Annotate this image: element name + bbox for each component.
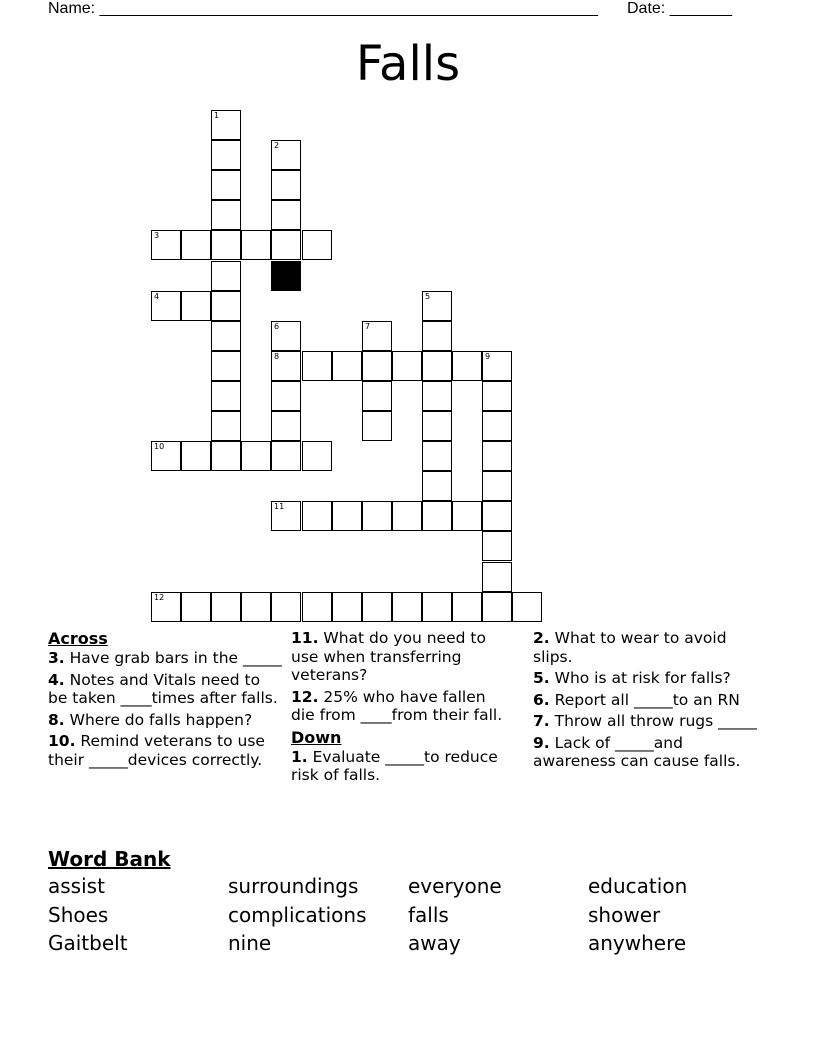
grid-cell[interactable] <box>482 381 512 411</box>
grid-cell[interactable] <box>482 562 512 592</box>
grid-cell[interactable] <box>392 351 422 381</box>
grid-cell[interactable] <box>362 411 392 441</box>
grid-cell[interactable] <box>302 441 332 471</box>
clue-across-11: 11. What do you need to use when transferring veterans? <box>291 629 486 684</box>
clues-column-2 <box>291 629 513 788</box>
grid-cell[interactable] <box>211 411 241 441</box>
grid-cell[interactable] <box>211 110 241 140</box>
cell-number: 11 <box>274 502 285 511</box>
clue-down-5: 5. Who is at risk for falls? <box>533 669 731 687</box>
clue-down-7: 7. Throw all throw rugs _____ <box>533 712 757 730</box>
word-bank-item: education <box>588 874 688 898</box>
grid-cell[interactable] <box>211 140 241 170</box>
grid-cell[interactable] <box>271 200 301 230</box>
puzzle-title: Falls <box>355 36 461 92</box>
grid-cell[interactable] <box>362 321 392 351</box>
cell-number: 6 <box>274 322 280 331</box>
grid-cell[interactable] <box>452 351 482 381</box>
cell-number: 10 <box>154 442 165 451</box>
name-field-label: Name: ________________________________________________________ <box>48 0 598 17</box>
grid-cell[interactable] <box>482 441 512 471</box>
word-bank-item: nine <box>228 931 272 955</box>
grid-cell[interactable] <box>271 321 301 351</box>
grid-cell[interactable] <box>392 501 422 531</box>
grid-cell[interactable] <box>422 291 452 321</box>
grid-cell[interactable] <box>211 592 241 622</box>
clue-down-9: 9. Lack of _____and awareness can cause falls. <box>533 733 741 770</box>
down-heading: Down <box>291 727 342 747</box>
grid-cell[interactable] <box>332 501 362 531</box>
clues-column-1 <box>48 629 283 772</box>
grid-cell[interactable] <box>211 321 241 351</box>
grid-cell[interactable] <box>271 170 301 200</box>
grid-cell[interactable] <box>241 592 271 622</box>
grid-cell[interactable] <box>151 592 181 622</box>
grid-cell[interactable] <box>181 592 211 622</box>
grid-cell[interactable] <box>302 592 332 622</box>
grid-cell[interactable] <box>302 351 332 381</box>
word-bank-item: away <box>408 931 461 955</box>
cell-number: 12 <box>154 593 165 602</box>
word-bank-item: assist <box>48 874 105 898</box>
cell-number: 5 <box>425 292 431 301</box>
cell-number: 4 <box>154 292 160 301</box>
grid-cell[interactable] <box>302 230 332 260</box>
grid-cell[interactable] <box>211 381 241 411</box>
grid-cell[interactable] <box>211 351 241 381</box>
grid-cell[interactable] <box>302 501 332 531</box>
word-bank-item: surroundings <box>228 874 359 898</box>
grid-cell[interactable] <box>211 261 241 291</box>
grid-cell[interactable] <box>422 381 452 411</box>
grid-cell[interactable] <box>151 291 181 321</box>
grid-cell[interactable] <box>392 592 422 622</box>
word-bank-item: falls <box>408 903 449 927</box>
grid-cell[interactable] <box>271 592 301 622</box>
grid-cell[interactable] <box>422 321 452 351</box>
grid-cell[interactable] <box>181 291 211 321</box>
grid-cell[interactable] <box>211 200 241 230</box>
cell-number: 7 <box>365 322 371 331</box>
grid-cell[interactable] <box>271 381 301 411</box>
grid-cell[interactable] <box>422 501 452 531</box>
grid-cell[interactable] <box>362 381 392 411</box>
clue-across-4: 4. Notes and Vitals need to be taken ____times after falls. <box>48 670 278 707</box>
grid-cell[interactable] <box>241 441 271 471</box>
grid-cell[interactable] <box>211 170 241 200</box>
grid-cell[interactable] <box>151 230 181 260</box>
black-cell <box>271 261 301 291</box>
word-bank-item: shower <box>588 903 661 927</box>
clue-down-6: 6. Report all _____to an RN <box>533 690 740 709</box>
word-bank-item: anywhere <box>588 931 687 955</box>
grid-cell[interactable] <box>452 501 482 531</box>
word-bank-title: Word Bank <box>48 847 171 871</box>
grid-cell[interactable] <box>211 441 241 471</box>
grid-cell[interactable] <box>332 351 362 381</box>
grid-cell[interactable] <box>422 471 452 501</box>
grid-cell[interactable] <box>362 592 392 622</box>
cell-number: 3 <box>154 231 160 240</box>
grid-cell[interactable] <box>181 441 211 471</box>
cell-number: 2 <box>274 141 280 150</box>
cell-number: 9 <box>485 352 491 361</box>
date-field-label: Date: _______ <box>627 0 732 17</box>
word-bank-item: Shoes <box>48 903 109 927</box>
grid-cell[interactable] <box>271 411 301 441</box>
word-bank-item: everyone <box>408 874 502 898</box>
grid-cell[interactable] <box>482 531 512 561</box>
grid-cell[interactable] <box>271 351 301 381</box>
clue-across-10: 10. Remind veterans to use their _____devices correctly. <box>48 732 265 769</box>
grid-cell[interactable] <box>151 441 181 471</box>
grid-cell[interactable] <box>422 411 452 441</box>
grid-cell[interactable] <box>482 592 512 622</box>
clue-across-3: 3. Have grab bars in the _____ <box>48 649 282 667</box>
grid-cell[interactable] <box>482 471 512 501</box>
word-bank-item: complications <box>228 903 367 927</box>
grid-cell[interactable] <box>422 351 452 381</box>
grid-cell[interactable] <box>452 592 482 622</box>
word-bank-item: Gaitbelt <box>48 931 128 955</box>
grid-cell[interactable] <box>422 441 452 471</box>
grid-cell[interactable] <box>482 501 512 531</box>
across-heading: Across <box>48 629 108 648</box>
grid-cell[interactable] <box>482 351 512 381</box>
clue-across-12: 12. 25% who have fallen die from ____from their fall. <box>291 687 503 724</box>
grid-cell[interactable] <box>422 592 452 622</box>
grid-cell[interactable] <box>512 592 542 622</box>
clue-across-8: 8. Where do falls happen? <box>48 710 253 729</box>
grid-cell[interactable] <box>211 291 241 321</box>
grid-cell[interactable] <box>271 230 301 260</box>
clue-down-2: 2. What to wear to avoid slips. <box>533 629 727 666</box>
clue-down-1: 1. Evaluate _____to reduce risk of falls. <box>291 747 498 784</box>
grid-cell[interactable] <box>362 351 392 381</box>
cell-number: 8 <box>274 352 280 361</box>
grid-cell[interactable] <box>271 441 301 471</box>
grid-cell[interactable] <box>271 501 301 531</box>
grid-cell[interactable] <box>332 592 362 622</box>
grid-cell[interactable] <box>211 230 241 260</box>
clues-column-3 <box>533 629 763 774</box>
grid-cell[interactable] <box>181 230 211 260</box>
cell-number: 1 <box>214 111 220 120</box>
grid-cell[interactable] <box>271 140 301 170</box>
grid-cell[interactable] <box>362 501 392 531</box>
grid-cell[interactable] <box>482 411 512 441</box>
grid-cell[interactable] <box>241 230 271 260</box>
